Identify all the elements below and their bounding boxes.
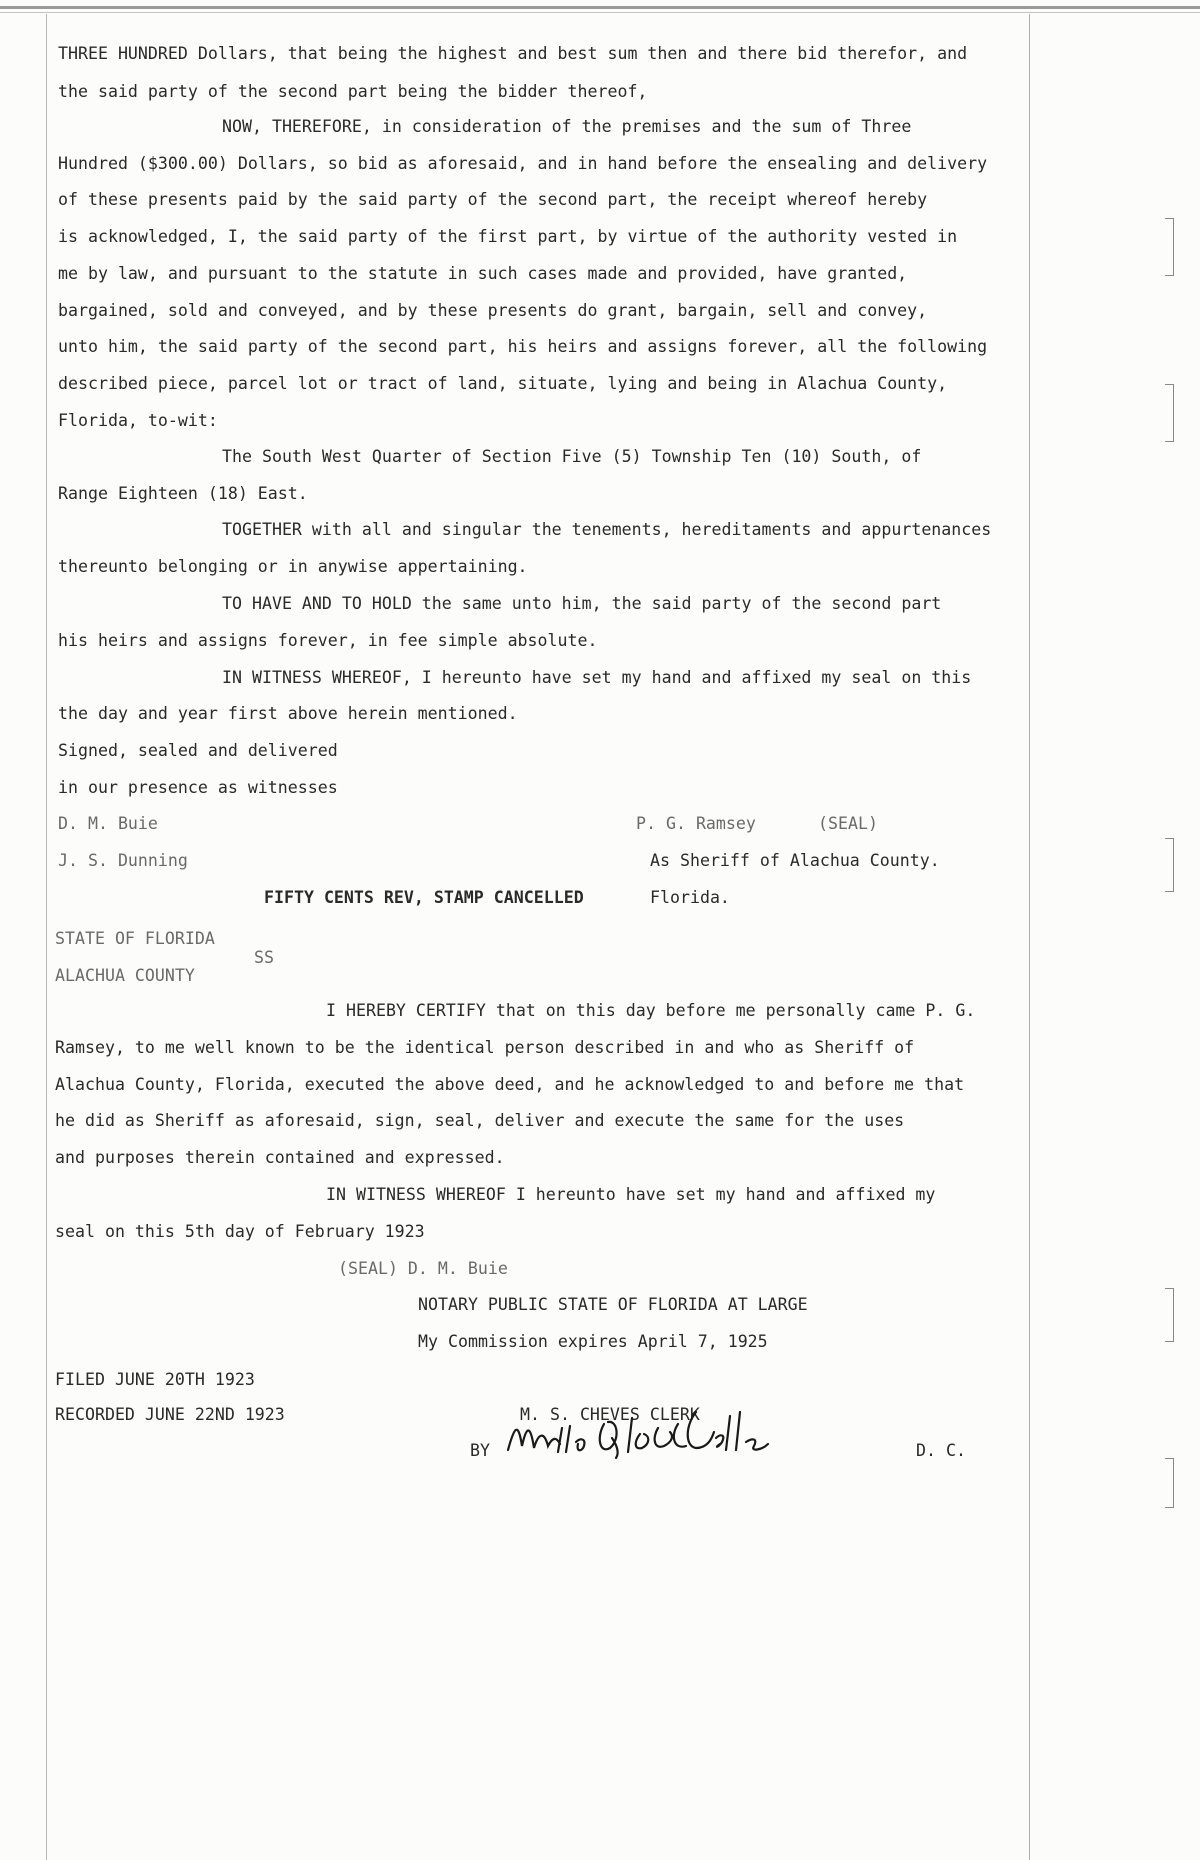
body-line: TO HAVE AND TO HOLD the same unto him, the said party of the second part [222, 594, 942, 613]
left-margin-rule [46, 14, 47, 1860]
body-line: NOW, THEREFORE, in consideration of the premises and the sum of Three [222, 117, 912, 136]
witness-name: D. M. Buie [58, 814, 158, 833]
notary-title: NOTARY PUBLIC STATE OF FLORIDA AT LARGE [418, 1295, 808, 1314]
acknowledgment-line: seal on this 5th day of February 1923 [55, 1222, 425, 1241]
handwritten-signature [500, 1398, 790, 1468]
body-line: THREE HUNDRED Dollars, that being the highest and best sum then and there bid therefor, and [58, 44, 968, 63]
margin-bracket [1165, 1288, 1174, 1342]
acknowledgment-line: I HEREBY CERTIFY that on this day before me personally came P. G. [326, 1001, 976, 1020]
venue-county: ALACHUA COUNTY [55, 966, 195, 985]
body-line: the day and year first above herein mentioned. [58, 704, 518, 723]
witness-name: J. S. Dunning [58, 851, 188, 870]
body-line: in our presence as witnesses [58, 778, 338, 797]
margin-bracket [1165, 1458, 1174, 1508]
clerk-name: M. S. CHEVES CLERK [520, 1405, 700, 1424]
right-margin-rule [1029, 14, 1030, 1860]
margin-bracket [1165, 218, 1174, 276]
grantor-title: Florida. [650, 888, 730, 907]
grantor-signature: P. G. Ramsey [636, 814, 756, 833]
acknowledgment-line: Alachua County, Florida, executed the above deed, and he acknowledged to and before me that [55, 1075, 965, 1094]
deputy-clerk-label: D. C. [916, 1441, 966, 1460]
body-line: me by law, and pursuant to the statute in such cases made and provided, have granted, [58, 264, 908, 283]
body-line: described piece, parcel lot or tract of land, situate, lying and being in Alachua County, [58, 374, 948, 393]
body-line: his heirs and assigns forever, in fee simple absolute. [58, 631, 598, 650]
top-border-thin [0, 12, 1200, 13]
margin-bracket [1165, 384, 1174, 442]
acknowledgment-line: he did as Sheriff as aforesaid, sign, seal, deliver and execute the same for the uses [55, 1111, 905, 1130]
body-line: TOGETHER with all and singular the tenements, hereditaments and appurtenances [222, 520, 992, 539]
margin-bracket [1165, 838, 1174, 892]
body-line: bargained, sold and conveyed, and by these presents do grant, bargain, sell and convey, [58, 301, 928, 320]
by-label: BY [470, 1441, 490, 1460]
body-line: the said party of the second part being the bidder thereof, [58, 82, 648, 101]
top-border [0, 6, 1200, 9]
acknowledgment-line: and purposes therein contained and expressed. [55, 1148, 505, 1167]
notary-signature: (SEAL) D. M. Buie [338, 1259, 508, 1278]
venue-ss: SS [254, 948, 274, 967]
body-line: thereunto belonging or in anywise appertaining. [58, 557, 528, 576]
acknowledgment-line: Ramsey, to me well known to be the identical person described in and who as Sheriff of [55, 1038, 915, 1057]
grantor-title: As Sheriff of Alachua County. [650, 851, 940, 870]
venue-state: STATE OF FLORIDA [55, 929, 215, 948]
body-line: is acknowledged, I, the said party of the first part, by virtue of the authority vested in [58, 227, 958, 246]
stamp-note: FIFTY CENTS REV, STAMP CANCELLED [264, 888, 584, 907]
recorded-date: RECORDED JUNE 22ND 1923 [55, 1405, 285, 1424]
body-line: of these presents paid by the said party of the second part, the receipt whereof hereby [58, 190, 928, 209]
filed-date: FILED JUNE 20TH 1923 [55, 1370, 255, 1389]
body-line: unto him, the said party of the second part, his heirs and assigns forever, all the following [58, 337, 988, 356]
acknowledgment-line: IN WITNESS WHEREOF I hereunto have set my hand and affixed my [326, 1185, 936, 1204]
body-line: IN WITNESS WHEREOF, I hereunto have set my hand and affixed my seal on this [222, 668, 972, 687]
body-line: Signed, sealed and delivered [58, 741, 338, 760]
legal-description-line: The South West Quarter of Section Five (5) Township Ten (10) South, of [222, 447, 922, 466]
notary-commission: My Commission expires April 7, 1925 [418, 1332, 768, 1351]
legal-description-line: Range Eighteen (18) East. [58, 484, 308, 503]
body-line: Hundred ($300.00) Dollars, so bid as aforesaid, and in hand before the ensealing and delivery [58, 154, 988, 173]
grantor-seal: (SEAL) [818, 814, 878, 833]
body-line: Florida, to-wit: [58, 411, 218, 430]
